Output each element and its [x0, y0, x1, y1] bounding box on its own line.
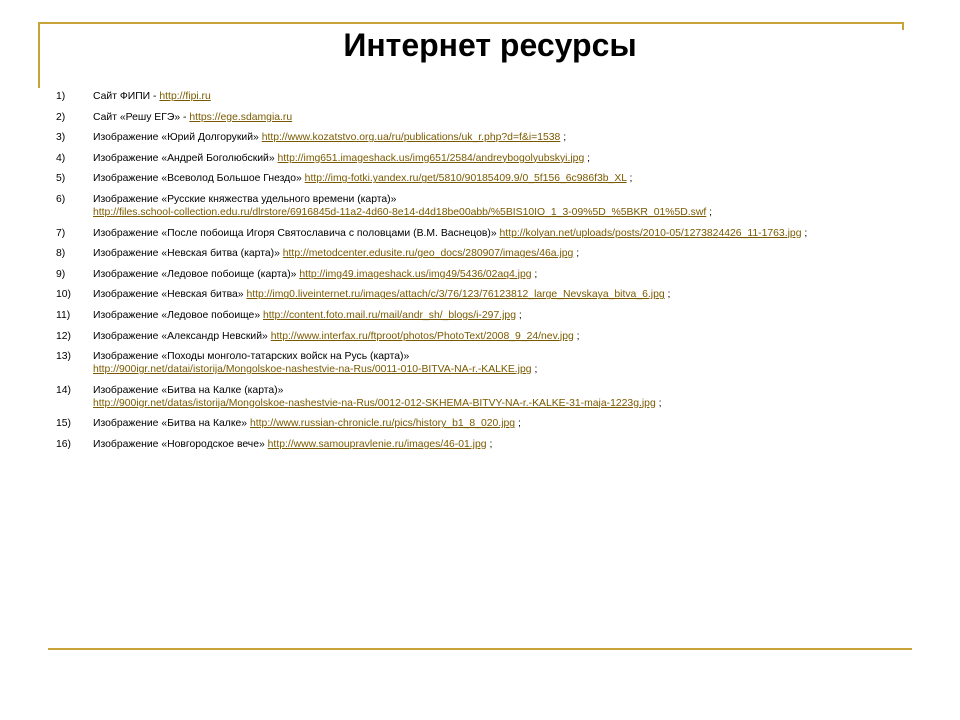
- item-suffix: ;: [486, 438, 493, 450]
- list-item: [56, 227, 936, 240]
- list-item: [56, 288, 936, 301]
- resource-link[interactable]: http://img-fotki.yandex.ru/get/5810/90185409.9/0_5f156_6c986f3b_XL: [304, 173, 627, 185]
- item-number: 7): [56, 227, 66, 239]
- item-suffix: ;: [626, 173, 633, 185]
- item-number: 9): [56, 268, 66, 280]
- item-description: Изображение «Невская битва»: [93, 289, 247, 301]
- list-item: [56, 111, 936, 124]
- item-body: [93, 288, 936, 301]
- resource-link[interactable]: http://900igr.net/datas/istorija/Mongolskoe-nashestvie-na-Rus/0012-012-SKHEMA-BITVY-NA-r.-KALKE-31-maja-1223g.jpg: [93, 397, 656, 409]
- item-body: [93, 111, 936, 124]
- item-suffix: ;: [706, 206, 713, 218]
- item-body: [93, 350, 936, 376]
- list-item: [56, 193, 936, 219]
- item-description: Сайт ФИПИ -: [93, 91, 160, 102]
- item-body: [93, 268, 936, 281]
- list-item: [56, 152, 936, 165]
- resource-link[interactable]: http://fipi.ru: [159, 91, 211, 102]
- item-number: 14): [56, 384, 72, 396]
- resource-list: [56, 90, 936, 459]
- item-number: 6): [56, 193, 66, 205]
- resource-link[interactable]: http://metodcenter.edusite.ru/geo_docs/280907/images/46a.jpg: [282, 248, 574, 260]
- resource-link[interactable]: http://kolyan.net/uploads/posts/2010-05/1273824426_11-1763.jpg: [499, 227, 802, 239]
- item-description: Изображение «Всеволод Большое Гнездо»: [93, 173, 305, 185]
- item-suffix: ;: [515, 418, 521, 430]
- item-suffix: ;: [531, 364, 538, 376]
- list-item: [56, 309, 936, 322]
- item-description: Изображение «Юрий Долгорукий»: [93, 132, 262, 144]
- item-body: [93, 90, 936, 103]
- item-number: 16): [56, 438, 72, 450]
- list-item: [56, 438, 936, 451]
- item-body: [93, 330, 936, 343]
- item-suffix: ;: [584, 152, 591, 164]
- item-number: 4): [56, 152, 66, 164]
- item-body: [93, 438, 936, 451]
- item-body: [93, 172, 936, 185]
- list-item: [56, 417, 936, 430]
- item-suffix: ;: [664, 289, 671, 301]
- resource-link[interactable]: http://900igr.net/datai/istorija/Mongolskoe-nashestvie-na-Rus/0011-010-BITVA-NA-r.-KALKE.jpg: [93, 364, 532, 376]
- resource-link[interactable]: http://www.kozatstvo.org.ua/ru/publications/uk_r.php?d=f&i=1538: [261, 132, 561, 144]
- list-item: [56, 330, 936, 343]
- list-item: [56, 350, 936, 376]
- resource-link[interactable]: http://www.interfax.ru/ftproot/photos/PhotoText/2008_9_24/nev.jpg: [270, 330, 574, 342]
- item-suffix: ;: [655, 397, 662, 409]
- item-number: 15): [56, 418, 72, 430]
- item-body: [93, 131, 936, 144]
- item-description: Изображение «Ледовое побоище (карта)»: [93, 268, 300, 280]
- item-number: 5): [56, 173, 66, 185]
- slide-title: Интернет ресурсы: [343, 27, 637, 63]
- resource-link[interactable]: https://ege.sdamgia.ru: [189, 111, 293, 123]
- resource-link[interactable]: http://img0.liveinternet.ru/images/attach/c/3/76/123/76123812_large_Nevskaya_bitva_6.jpg: [246, 289, 665, 301]
- item-body: [93, 193, 936, 219]
- resource-link[interactable]: http://content.foto.mail.ru/mail/andr_sh/_blogs/i-297.jpg: [263, 309, 516, 321]
- resource-link[interactable]: http://files.school-collection.edu.ru/dlrstore/6916845d-11a2-4d60-8e14-d4d18be00abb/%5BIS10IO_1_3-09%5D_%5BKR_01%5D.swf: [93, 206, 707, 218]
- item-number: 1): [56, 91, 66, 102]
- resource-link[interactable]: http://www.russian-chronicle.ru/pics/history_b1_8_020.jpg: [249, 418, 516, 430]
- item-number: 2): [56, 111, 66, 123]
- item-suffix: ;: [573, 330, 580, 342]
- list-item: [56, 172, 936, 185]
- item-number: 3): [56, 132, 66, 144]
- list-item: [56, 384, 936, 410]
- item-description: Изображение «Битва на Калке»: [93, 418, 250, 430]
- item-description: Изображение «Александр Невский»: [93, 330, 271, 342]
- item-number: 8): [56, 248, 66, 260]
- item-description: Изображение «Андрей Боголюбский»: [93, 152, 278, 164]
- item-description: Изображение «Походы монголо-татарских войск на Русь (карта)»: [93, 351, 410, 363]
- list-item: [56, 90, 936, 103]
- item-number: 11): [56, 309, 71, 321]
- item-suffix: ;: [531, 268, 538, 280]
- item-description: Изображение «Новгородское вече»: [93, 438, 268, 450]
- item-body: [93, 247, 936, 260]
- item-body: [93, 384, 936, 410]
- item-suffix: ;: [560, 132, 567, 144]
- item-number: 12): [56, 330, 72, 342]
- item-suffix: ;: [801, 227, 808, 239]
- item-description: Сайт «Решу ЕГЭ» -: [93, 111, 190, 123]
- frame-line-top: [38, 22, 904, 24]
- item-body: [93, 417, 936, 430]
- resource-link[interactable]: http://img49.imageshack.us/img49/5436/02aq4.jpg: [299, 268, 532, 280]
- item-number: 10): [56, 289, 72, 301]
- list-item: [56, 247, 936, 260]
- item-suffix: ;: [515, 309, 522, 321]
- item-body: [93, 152, 936, 165]
- item-description: Изображение «Русские княжества удельного времени (карта)»: [93, 193, 397, 205]
- item-number: 13): [56, 351, 72, 363]
- resource-link[interactable]: http://www.samoupravlenie.ru/images/46-01.jpg: [267, 438, 487, 450]
- item-body: [93, 309, 936, 322]
- item-description: Изображение «После побоища Игоря Святославича с половцами (В.М. Васнецов)»: [93, 227, 500, 239]
- list-item: [56, 268, 936, 281]
- list-item: [56, 131, 936, 144]
- frame-line-bottom: [48, 648, 912, 650]
- item-body: [93, 227, 936, 240]
- resource-link[interactable]: http://img651.imageshack.us/img651/2584/andreybogolyubskyi.jpg: [277, 152, 585, 164]
- item-description: Изображение «Битва на Калке (карта)»: [93, 384, 284, 396]
- item-description: Изображение «Невская битва (карта)»: [93, 248, 283, 260]
- item-suffix: ;: [573, 248, 580, 260]
- item-description: Изображение «Ледовое побоище»: [93, 309, 263, 321]
